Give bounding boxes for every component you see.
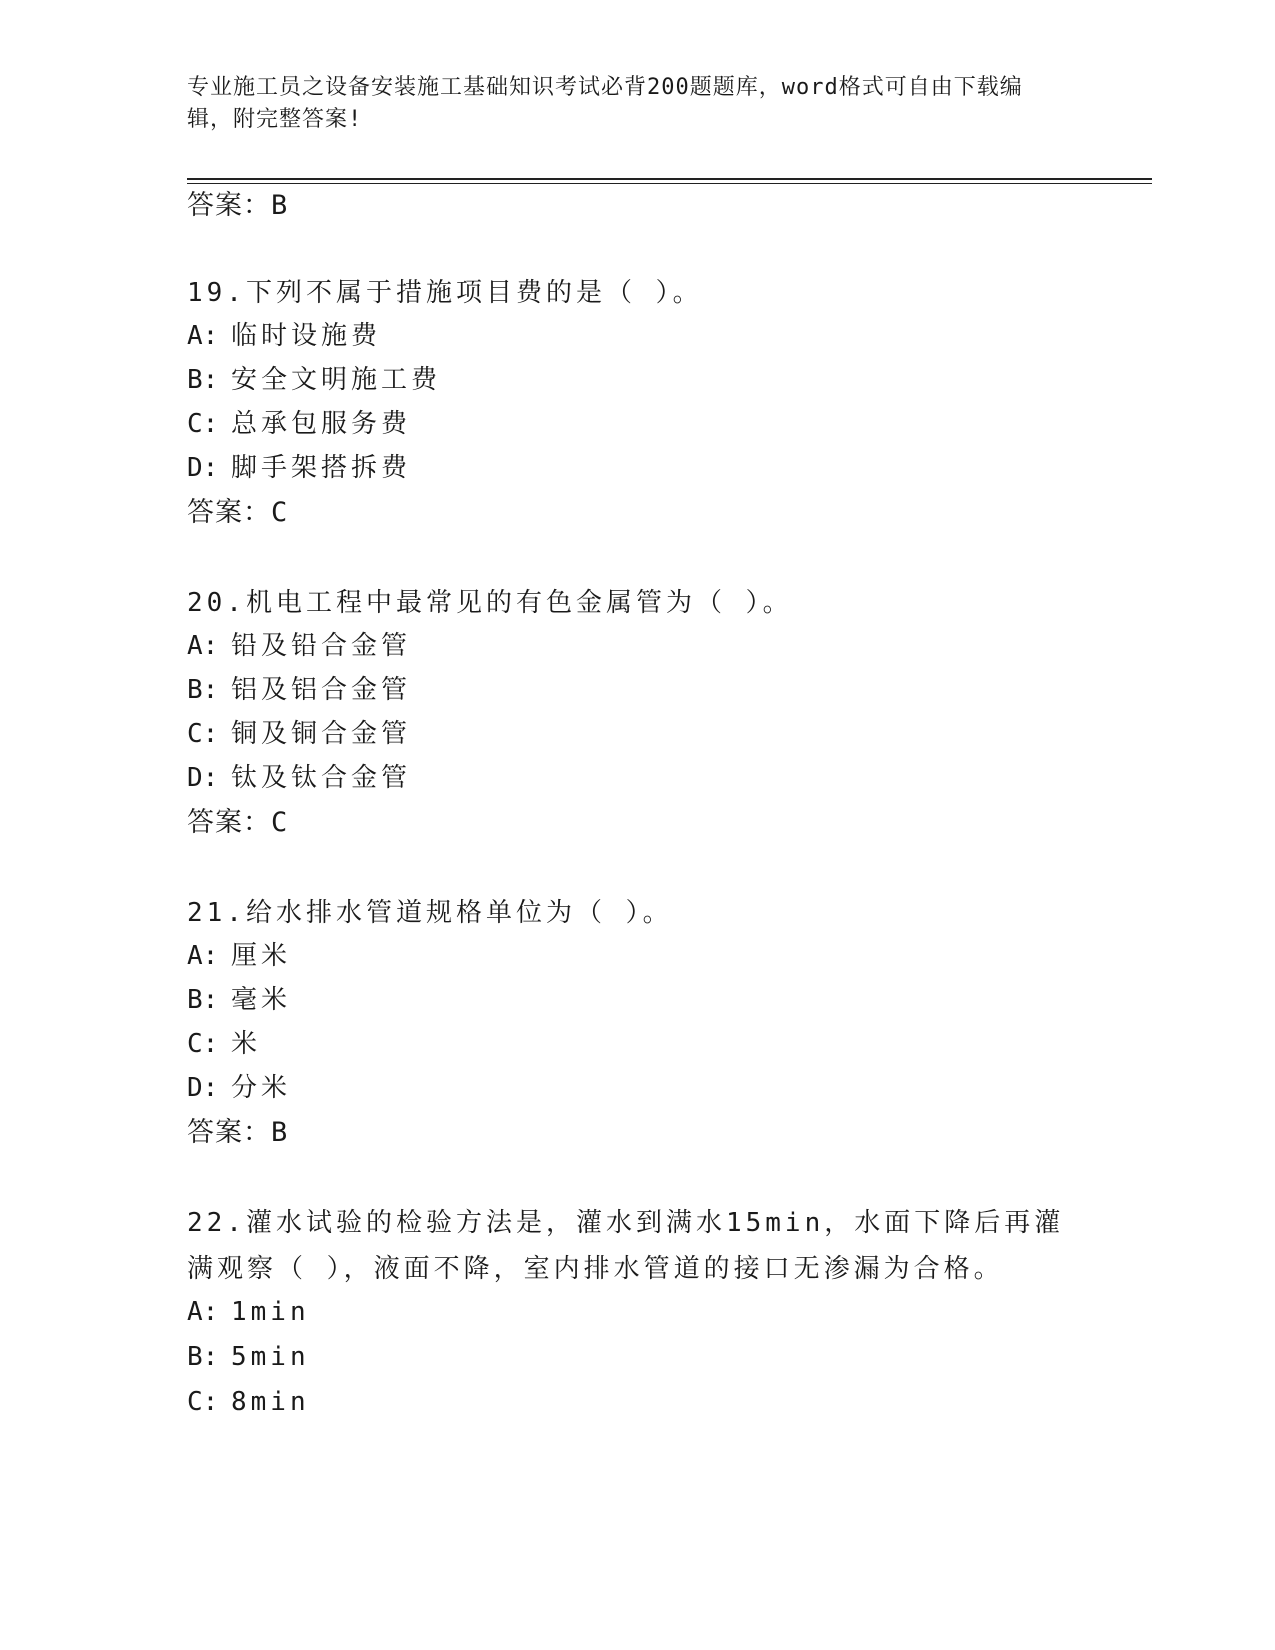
option-a — [187, 320, 381, 352]
option-text: 铝及铝合金管 — [231, 675, 412, 705]
option-key: D: — [187, 763, 219, 793]
option-b — [187, 1341, 310, 1373]
option-b — [187, 674, 411, 706]
option-text: 总承包服务费 — [231, 409, 412, 439]
option-text: 5min — [231, 1342, 310, 1372]
option-text: 安全文明施工费 — [231, 365, 442, 395]
question-text: 22.灌水试验的检验方法是，灌水到满水15min，水面下降后再灌满观察（ ），液面不降，室内排水管道的接口无渗漏为合格。 — [187, 1208, 1065, 1284]
option-text: 铜及铜合金管 — [231, 719, 412, 749]
header-divider-thin — [187, 183, 1152, 184]
option-text: 8min — [231, 1387, 310, 1417]
option-key: A: — [187, 1297, 219, 1327]
question-text: 20.机电工程中最常见的有色金属管为（ ）。 — [187, 588, 793, 618]
option-key: C: — [187, 719, 219, 749]
option-text: 脚手架搭拆费 — [231, 453, 412, 483]
option-d — [187, 762, 411, 794]
header-divider — [187, 178, 1152, 180]
option-b — [187, 364, 441, 396]
option-text: 1min — [231, 1297, 310, 1327]
option-a — [187, 1296, 310, 1328]
option-key: A: — [187, 631, 219, 661]
answer-line: 答案：B — [187, 1117, 289, 1148]
option-c — [187, 718, 411, 750]
option-key: B: — [187, 675, 219, 705]
option-key: D: — [187, 453, 219, 483]
question-text: 19.下列不属于措施项目费的是（ ）。 — [187, 278, 703, 308]
option-key: B: — [187, 365, 219, 395]
answer-line: 答案：C — [187, 807, 289, 838]
option-a — [187, 630, 411, 662]
document-header: 专业施工员之设备安装施工基础知识考试必背200题题库，word格式可自由下载编辑，附完整答案! — [187, 75, 1023, 132]
option-key: A: — [187, 321, 219, 351]
option-key: B: — [187, 985, 219, 1015]
option-key: D: — [187, 1073, 219, 1103]
option-d — [187, 452, 411, 484]
option-text: 毫米 — [231, 985, 292, 1015]
option-text: 铅及铅合金管 — [231, 631, 412, 661]
option-key: A: — [187, 941, 219, 971]
option-c — [187, 1386, 310, 1418]
option-text: 钛及钛合金管 — [231, 763, 412, 793]
option-a — [187, 940, 291, 972]
question-text: 21.给水排水管道规格单位为（ ）。 — [187, 898, 673, 928]
answer-line: 答案：B — [187, 190, 289, 221]
answer-line: 答案：C — [187, 497, 289, 528]
option-key: C: — [187, 1029, 219, 1059]
option-text: 厘米 — [231, 941, 292, 971]
option-text: 分米 — [231, 1073, 292, 1103]
option-key: C: — [187, 1387, 219, 1417]
option-b — [187, 984, 291, 1016]
option-c — [187, 1028, 261, 1060]
option-key: B: — [187, 1342, 219, 1372]
option-key: C: — [187, 409, 219, 439]
option-d — [187, 1072, 291, 1104]
option-c — [187, 408, 411, 440]
option-text: 临时设施费 — [231, 321, 382, 351]
option-text: 米 — [231, 1029, 262, 1059]
